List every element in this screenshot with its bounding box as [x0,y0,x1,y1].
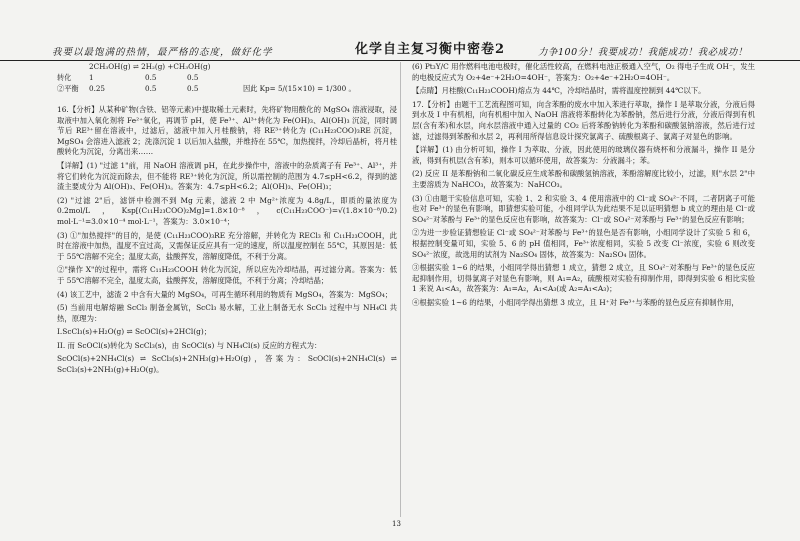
column-divider [400,62,401,517]
q17-detail-3d: ④根据实验 1~6 的结果，小组同学得出猜想 3 成立，且 H⁺对 Fe³⁺与苯酚的显色反应有抑制作用， [412,297,739,307]
q16-detail-6: (6) Pt₃Y/C 用作燃料电池电极时，催化活性较高，在燃料电池正极通入空气，O₂ 得电子生成 OH⁻，发生的电极反应式为 O₂+4e⁻+2H₂O=4OH⁻，答案为：O₂+4e⁻+2H₂O=4OH⁻。 [412,62,755,82]
q16-detail-5: (5) 当前用电解熔融 ScCl₃ 制备金属钪，ScCl₃ 易水解，工业上制备无水 ScCl₃ 过程中与 NH₄Cl 共热，原理为： [57,303,397,323]
q17-detail-3b: ②为进一步验证猜想验证 Cl⁻或 SO₄²⁻对苯酚与 Fe³⁺的显色是否有影响，小组同学设计了实验 5 和 6，根据控制变量可知，实验 5、6 的 pH 值相同，Fe³⁺浓度相同，实验 5 改变 Cl⁻浓度，实验 6 则改变 SO₄²⁻浓度，故选用的试剂为 Na₂SO₄ 固体，故答案为：Na₂SO₄ 固体。 [412,228,755,259]
equilibrium-table [57,62,397,95]
q16-equation-1: I.ScCl₃(s)+H₂O(g) ⇌ ScOCl(s)+2HCl(g)； [57,327,212,337]
header-motto-left: 我要以最饱满的热情，最严格的态度，做好化学 [52,47,273,58]
left-column [57,62,397,379]
q16-note: 【点睛】月桂酸(C₁₁H₂₃COOH)熔点为 44℃，冷却结晶时，需将温度控制到 44℃以下。 [412,86,706,96]
q16-detail-1: 【详解】(1) "过滤 1"前，用 NaOH 溶液调 pH，在此步操作中，溶液中的杂质离子有 Fe³⁺、Al³⁺，并将它们转化为沉淀而除去，但不能将 RE³⁺转化为沉淀，所以需控制的范围为 4.7≤pH<6.2，得到的滤渣主要成分为 Al(OH)₃、Fe(OH)₃。答案为：4.7≤pH<6.2；Al(OH)₃、Fe(OH)₃； [57,160,397,192]
q17-detail-2: (2) 反应 II 是苯酚钠和二氧化碳反应生成苯酚和碳酸氢钠溶液，苯酚溶解度比较小，过滤，则"水层 2"中主要溶质为 NaHCO₃，故答案为：NaHCO₃。 [412,169,755,189]
q16-detail-2: (2) "过滤 2"后，滤饼中检测不到 Mg 元素，滤液 2 中 Mg²⁺浓度为 4.8g/L，即质的量浓度为 0.2mol/L，Ksp[(C₁₁H₂₃COO)₂Mg]=1.8×10⁻⁸，c(C₁₁H₂₃COO⁻)=√(1.8×10⁻⁸/0.2) mol·L⁻¹=3.0×10⁻⁴ mol·L⁻¹，答案为：3.0×10⁻⁴； [57,195,397,226]
q16-detail-3: (3) ①"加热搅拌"的目的，是使 (C₁₁H₂₃COO)₃RE 充分溶解，并转化为 RECl₃ 和 C₁₁H₂₃COOH，此时在溶液中加热，温度不宜过高，又需保证反应具有一定的速度，所以温度控制在 55℃，其原因是：低于 55℃溶解不完全；温度太高，盐酸挥发，溶解度降低，不利于分离。 [57,230,397,261]
q16-detail-3b: ②"操作 X"的过程中，需将 C₁₁H₂₃COOH 转化为沉淀，所以应先冷却结晶，再过滤分离。答案为：低于 55℃溶解不完全，温度太高，盐酸挥发，溶解度降低，不利于分离；冷却结晶； [57,265,397,285]
table-row: 转化 1 0.5 0.5 [57,73,199,82]
q17-detail-3c: ③根据实验 1~6 的结果，小组同学得出猜想 1 成立，猜想 2 成立，且 SO₄²⁻对苯酚与 Fe³⁺的显色反应起抑制作用，切得氯离子对显色有影响，则 A₁=A₂，硫酸根对实验有抑制作用，即得到实验 6 相比实验 1 来说 A₁<A₃，故答案为：A₁=A₂，A₁<A₃(或 A₂=A₁<A₃)； [412,263,755,294]
kp-expression: 因此 Kp= 5/(15×10) = 1/300 。 [243,84,356,93]
q16-detail-4: (4) 该工艺中，滤渣 2 中含有大量的 MgSO₄，可再生循环利用的物质有 MgSO₄，答案为：MgSO₄； [57,289,393,299]
q17-analysis: 17.【分析】由题干工艺流程图可知，向含苯酚的废水中加入苯进行萃取，操作 I 是萃取分液，分液后得到水及 I 中有机相，向有机相中加入 NaOH 溶液将苯酚转化为苯酚钠，然后进行分液，分液后得到有机层(含有苯)和水层，向水层溶液中通入过量的 CO₂ 后将苯酚钠转化为苯酚和碳酸氢钠溶液，然后进行过滤，过滤得到苯酚和水层 2，再利用所得信息设计探究氯离子、硫酸根离子、氯离子对显色的影响。 [412,99,755,141]
q17-detail-1: 【详解】(1) 由分析可知，操作 I 为萃取、分液，因此使用的玻璃仪器有烧杯和分液漏斗，操作 II 是分液，得到有机层(含有苯)，则本可以循环使用，故答案为：分液漏斗；苯。 [412,145,755,165]
page-header [0,36,800,61]
q16-detail-5b: II. 而 ScOCl(s)转化为 ScCl₃(s)，由 ScOCl(s) 与 NH₄Cl(s) 反应的方程式为： [57,340,322,350]
right-column [412,62,755,311]
page-number: 13 [392,520,401,528]
header-title: 化学自主复习衡中密卷2 [355,42,506,57]
q16-equation-2: ScOCl(s)+2NH₄Cl(s) ⇌ ScCl₃(s)+2NH₃(g)+H₂O(g)，答案为：ScOCl(s)+2NH₄Cl(s) ⇌ ScCl₃(s)+2NH₃(g)+H₂O(g)。 [57,354,397,375]
equation: 2CH₃OH(g) ⇌ 2H₂(g) +CH₃OH(g) [89,62,211,71]
table-row: ②平衡 0.25 0.5 0.5 因此 Kp= 5/(15×10) = 1/300 。 [57,84,397,95]
q16-analysis: 16.【分析】从某种矿物(含铁、铝等元素)中提取稀土元素时，先将矿物用酸化的 MgSO₄ 溶液浸取，浸取液中加入氧化剂将 Fe²⁺氧化，再调节 pH，使 Fe³⁺、Al³⁺转化为 Fe(OH)₃、Al(OH)₃ 沉淀，同时调节后 RE³⁺留在溶液中，过滤后，滤液中加入月桂酸钠，将 RE³⁺转化为 (C₁₁H₂₃COO)₃RE 沉淀，MgSO₄ 会溶进入滤液 2；洗涤沉淀 1 以后加入盐酸，并维持在 55℃，加热搅拌，冷却后晶析，将月桂酸转化为沉淀，分离出来…… [57,105,397,157]
q17-detail-3: (3) ①由题干实验信息可知，实验 1、2 和实验 3、4 使用溶液中的 Cl⁻或 SO₄²⁻不同，二者阴离子可能也对 Fe³⁺的显色有影响，即猜想实验可能，小组同学认为此结果不足以证明猜想 b 成立的理由是 Cl⁻或 SO₄²⁻对苯酚与 Fe³⁺的显色反应也有影响，故答案为：Cl⁻或 SO₄²⁻对苯酚与 Fe³⁺的显色反应有影响； [412,193,755,224]
header-motto-right: 力争100分！我要成功！我能成功！我必成功！ [538,47,748,58]
